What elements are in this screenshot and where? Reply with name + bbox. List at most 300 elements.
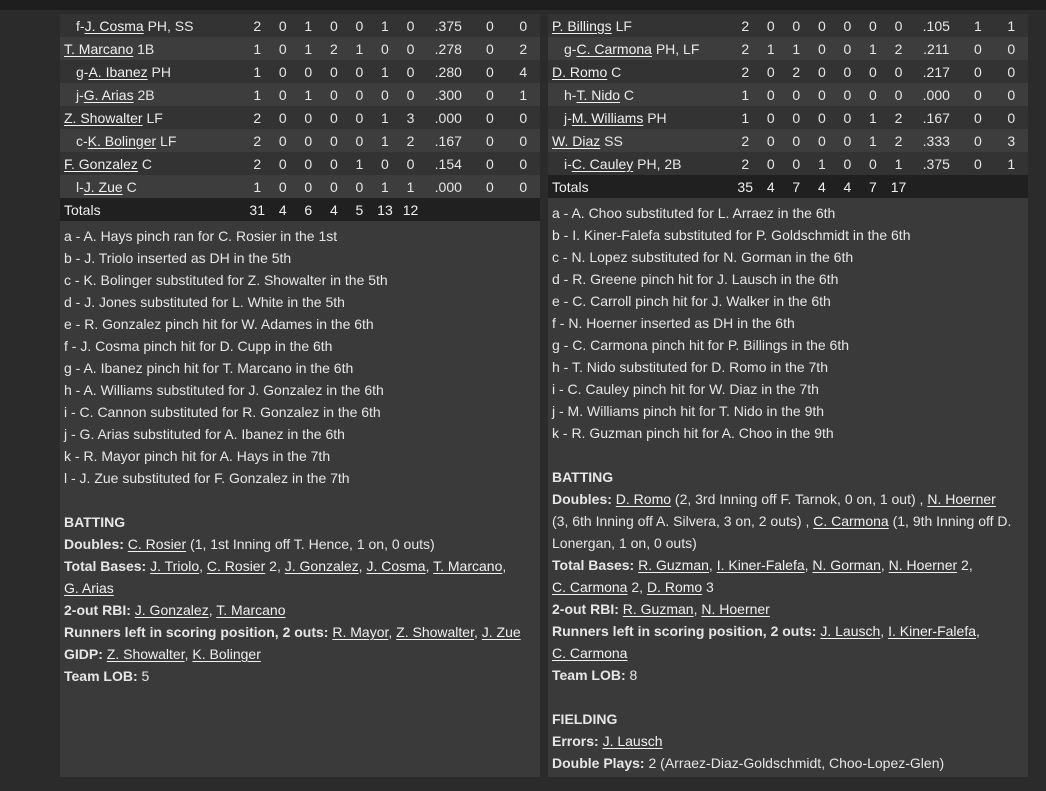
stat-cell: 0 (473, 60, 506, 83)
player-link[interactable]: C. Rosier (127, 536, 187, 552)
batting-title: BATTING (552, 469, 614, 485)
stat-cell: 1 (758, 37, 784, 60)
player-row (548, 37, 1028, 60)
player-link[interactable]: G. Arias (64, 580, 114, 596)
team-lob-line: Team LOB: 8 (552, 667, 638, 683)
stat-cell: 0 (961, 106, 994, 129)
stat-cell: 2 (732, 14, 758, 37)
player-cell (548, 152, 732, 175)
player-row (60, 60, 540, 83)
player-link[interactable]: R. Mayor (332, 624, 389, 640)
stat-cell: 0 (784, 83, 810, 106)
doubles-line: Doubles: D. Romo (2, 3rd Inning off F. Tarnok, 0 on, 1 out) , N. Hoerner (3, 6th Inning off A. Silvera, 3 on, 2 outs) , C. Carmona (1, 9th Inning off D. Lonergan, 1 on, 0 outs) (552, 491, 1012, 551)
sub-letter: g- (76, 63, 89, 80)
stat-cell: 1 (784, 37, 810, 60)
left-batting-table (60, 14, 540, 221)
player-cell (60, 60, 244, 83)
stat-cell: 35 (732, 175, 758, 198)
substitution-note: b - J. Triolo inserted as DH in the 5th (64, 250, 292, 266)
player-cell (548, 83, 732, 106)
stat-cell: 1 (809, 152, 835, 175)
stat-cell: 0 (860, 83, 886, 106)
risp-line: Runners left in scoring position, 2 outs: J. Lausch, I. Kiner-Falefa, C. Carmona (552, 623, 980, 661)
position: C (126, 178, 137, 195)
position: C (141, 155, 152, 172)
stat-cell: 0 (296, 60, 322, 83)
player-row (60, 175, 540, 198)
total-bases-line: Total Bases: J. Triolo, C. Rosier 2, J. Gonzalez, J. Cosma, T. Marcano, G. Arias (64, 558, 507, 596)
right-team-panel (548, 14, 1028, 777)
stat-cell: 0 (270, 83, 296, 106)
player-cell (548, 60, 732, 83)
position: PH, 2B (637, 155, 682, 172)
stat-cell: 1 (995, 152, 1028, 175)
stat-cell: 3 (995, 129, 1028, 152)
stat-cell: 0 (398, 152, 424, 175)
stat-cell: 0 (758, 83, 784, 106)
player-link[interactable]: C. Carmona (576, 40, 652, 57)
stat-cell: 0 (347, 175, 373, 198)
stat-cell: 7 (860, 175, 886, 198)
stat-cell: 1 (244, 83, 270, 106)
position: C (623, 86, 635, 103)
player-cell (548, 37, 732, 60)
batting-title: BATTING (64, 514, 126, 530)
stat-cell: 0 (784, 14, 810, 37)
substitution-note: a - A. Hays pinch ran for C. Rosier in the 1st (64, 228, 338, 244)
left-notes (60, 221, 540, 687)
stat-cell: 0 (398, 37, 424, 60)
totals-row (548, 175, 1028, 198)
stat-cell: 0 (473, 175, 506, 198)
player-row (60, 152, 540, 175)
stat-cell: 1 (296, 37, 322, 60)
stat-cell: 0 (995, 106, 1028, 129)
player-link[interactable]: N. Gorman (812, 557, 881, 573)
stat-cell: 2 (244, 129, 270, 152)
player-link[interactable]: J. Triolo (150, 558, 200, 574)
player-link[interactable]: J. Gonzalez (134, 602, 209, 618)
stat-cell: 0 (321, 14, 347, 37)
player-link[interactable]: I. Kiner-Falefa (888, 623, 977, 639)
stat-cell: 2 (732, 152, 758, 175)
stat-cell: 0 (347, 129, 373, 152)
empty-cell (507, 198, 540, 221)
player-link[interactable]: J. Lausch (602, 733, 663, 749)
player-link[interactable]: D. Romo (615, 491, 672, 507)
stat-cell: 17 (886, 175, 912, 198)
sub-letter: j- (76, 86, 84, 103)
stat-cell: 13 (372, 198, 398, 221)
stat-cell: 0 (270, 152, 296, 175)
stat-cell: 0 (296, 106, 322, 129)
player-row (548, 129, 1028, 152)
stat-cell: 2 (244, 14, 270, 37)
position: 1B (137, 40, 155, 57)
player-link[interactable]: G. Arias (83, 86, 134, 103)
stat-cell: 0 (995, 83, 1028, 106)
stat-cell: 4 (758, 175, 784, 198)
stat-cell: 4 (321, 198, 347, 221)
stat-cell: 0 (860, 60, 886, 83)
player-link[interactable]: C. Carmona (552, 579, 628, 595)
stat-cell: 0 (372, 152, 398, 175)
stat-cell: 0 (270, 60, 296, 83)
stat-cell: .167 (423, 129, 473, 152)
stat-cell: 2 (732, 37, 758, 60)
two-out-rbi-line: 2-out RBI: R. Guzman, N. Hoerner (552, 601, 770, 617)
stat-cell: 0 (473, 129, 506, 152)
player-link[interactable]: R. Guzman (638, 557, 709, 573)
player-link[interactable]: F. Gonzalez (64, 155, 138, 172)
player-row (60, 106, 540, 129)
player-cell (60, 106, 244, 129)
stat-cell: .217 (911, 60, 961, 83)
stat-cell: 0 (507, 14, 540, 37)
stat-cell: 0 (758, 129, 784, 152)
position: LF (146, 109, 163, 126)
stat-cell: 2 (732, 60, 758, 83)
player-link[interactable]: J. Lausch (820, 623, 881, 639)
stat-cell: 1 (347, 152, 373, 175)
player-link[interactable]: P. Billings (552, 17, 612, 34)
stat-cell: 0 (372, 83, 398, 106)
stat-cell: 0 (270, 14, 296, 37)
empty-cell (911, 175, 961, 198)
stat-cell: 1 (244, 37, 270, 60)
player-link[interactable]: C. Carmona (552, 645, 628, 661)
stat-cell: 0 (321, 152, 347, 175)
stat-cell: 0 (296, 152, 322, 175)
stat-cell: 0 (886, 14, 912, 37)
substitution-note: g - A. Ibanez pinch hit for T. Marcano in the 6th (64, 360, 354, 376)
substitution-note: j - M. Williams pinch hit for T. Nido in the 9th (552, 403, 825, 419)
player-link[interactable]: J. Cosma (366, 558, 426, 574)
substitution-note: j - G. Arias substituted for A. Ibanez in the 6th (64, 426, 345, 442)
empty-cell (423, 198, 473, 221)
stat-cell: 1 (347, 37, 373, 60)
player-link[interactable]: J. Cosma (84, 17, 144, 34)
player-link[interactable]: M. Williams (571, 109, 644, 126)
player-link[interactable]: C. Rosier (206, 558, 266, 574)
totals-row (60, 198, 540, 221)
stat-cell: 0 (809, 60, 835, 83)
stat-cell: 1 (296, 83, 322, 106)
stat-cell: 0 (835, 83, 861, 106)
substitution-note: e - C. Carroll pinch hit for J. Walker in the 6th (552, 293, 831, 309)
stat-cell: 0 (321, 60, 347, 83)
stat-cell: 0 (473, 37, 506, 60)
stat-cell: 4 (809, 175, 835, 198)
player-link[interactable]: D. Romo (552, 63, 608, 80)
stat-cell: 0 (809, 83, 835, 106)
player-cell (548, 14, 732, 37)
two-out-rbi-line: 2-out RBI: J. Gonzalez, T. Marcano (64, 602, 286, 618)
player-row (60, 37, 540, 60)
stat-cell: 2 (507, 37, 540, 60)
player-cell (548, 129, 732, 152)
stat-cell: 0 (784, 129, 810, 152)
stat-cell: 0 (809, 106, 835, 129)
sub-letter: f- (76, 17, 85, 34)
stat-cell: 0 (809, 129, 835, 152)
stat-cell: 4 (507, 60, 540, 83)
stat-cell: 0 (321, 83, 347, 106)
player-link[interactable]: K. Bolinger (192, 646, 261, 662)
stat-cell: 1 (995, 14, 1028, 37)
substitution-note: f - N. Hoerner inserted as DH in the 6th (552, 315, 795, 331)
stat-cell: 0 (347, 106, 373, 129)
risp-line: Runners left in scoring position, 2 outs: R. Mayor, Z. Showalter, J. Zue (64, 624, 521, 640)
stat-cell: 2 (886, 106, 912, 129)
sub-letter: c- (76, 132, 88, 149)
stat-cell: 0 (507, 129, 540, 152)
stat-cell: 0 (784, 106, 810, 129)
totals-label: Totals (60, 198, 244, 221)
stat-cell: 2 (732, 129, 758, 152)
doubles-line: Doubles: C. Rosier (1, 1st Inning off T. Hence, 1 on, 0 outs) (64, 536, 435, 552)
gidp-line: GIDP: Z. Showalter, K. Bolinger (64, 646, 261, 662)
stat-cell: 0 (473, 152, 506, 175)
substitution-note: h - A. Williams substituted for J. Gonzalez in the 6th (64, 382, 384, 398)
player-link[interactable]: N. Hoerner (701, 601, 770, 617)
player-link[interactable]: Z. Showalter (106, 646, 185, 662)
player-row (60, 83, 540, 106)
position: C (611, 63, 622, 80)
stat-cell: 0 (507, 175, 540, 198)
stat-cell: 1 (372, 106, 398, 129)
stat-cell: 0 (270, 175, 296, 198)
stat-cell: 1 (398, 175, 424, 198)
position: PH (151, 63, 171, 80)
substitution-note: e - R. Gonzalez pinch hit for W. Adames in the 6th (64, 316, 374, 332)
player-link[interactable]: J. Zue (481, 624, 521, 640)
stat-cell: 0 (961, 129, 994, 152)
stat-cell: 0 (835, 152, 861, 175)
stat-cell: .278 (423, 37, 473, 60)
stat-cell: 0 (886, 60, 912, 83)
stat-cell: 2 (244, 106, 270, 129)
player-row (60, 14, 540, 37)
player-link[interactable]: R. Guzman (622, 601, 694, 617)
stat-cell: 2 (784, 60, 810, 83)
player-cell (60, 83, 244, 106)
substitution-note: c - N. Lopez substituted for N. Gorman in the 6th (552, 249, 854, 265)
stat-cell: .280 (423, 60, 473, 83)
double-plays-line: Double Plays: 2 (Arraez-Diaz-Goldschmidt, Choo-Lopez-Glen) (552, 755, 945, 771)
fielding-title: FIELDING (552, 711, 618, 727)
stat-cell: .375 (423, 14, 473, 37)
stat-cell: 1 (860, 37, 886, 60)
stat-cell: 0 (809, 14, 835, 37)
stat-cell: 0 (758, 106, 784, 129)
top-bar (0, 0, 1046, 10)
player-link[interactable]: J. Zue (83, 178, 123, 195)
player-link[interactable]: T. Nido (576, 86, 621, 103)
stat-cell: .154 (423, 152, 473, 175)
stat-cell: 1 (886, 152, 912, 175)
empty-cell (473, 198, 506, 221)
stat-cell: 0 (961, 37, 994, 60)
player-link[interactable]: J. Gonzalez (284, 558, 359, 574)
stat-cell: 0 (372, 37, 398, 60)
player-link[interactable]: I. Kiner-Falefa (716, 557, 805, 573)
stat-cell: 0 (835, 37, 861, 60)
position: PH (647, 109, 667, 126)
substitution-note: h - T. Nido substituted for D. Romo in the 7th (552, 359, 828, 375)
player-row (548, 106, 1028, 129)
sub-letter: j- (564, 109, 572, 126)
player-row (548, 14, 1028, 37)
empty-cell (961, 175, 994, 198)
position: LF (160, 132, 177, 149)
stat-cell: 0 (758, 60, 784, 83)
player-link[interactable]: K. Bolinger (87, 132, 157, 149)
stat-cell: 1 (372, 129, 398, 152)
stat-cell: 0 (296, 129, 322, 152)
substitution-note: g - C. Carmona pinch hit for P. Billings in the 6th (552, 337, 850, 353)
position: 2B (137, 86, 155, 103)
stat-cell: 2 (398, 129, 424, 152)
stat-cell: .167 (911, 106, 961, 129)
total-bases-line: Total Bases: R. Guzman, I. Kiner-Falefa, N. Gorman, N. Hoerner 2, C. Carmona 2, D. Romo 3 (552, 557, 973, 595)
stat-cell: 4 (270, 198, 296, 221)
stat-cell: 1 (372, 175, 398, 198)
stat-cell: .211 (911, 37, 961, 60)
stat-cell: 1 (961, 14, 994, 37)
stat-cell: 0 (321, 129, 347, 152)
stat-cell: 2 (886, 37, 912, 60)
stat-cell: 0 (347, 83, 373, 106)
stat-cell: 0 (321, 106, 347, 129)
stat-cell: 1 (372, 60, 398, 83)
stat-cell: 0 (835, 14, 861, 37)
stat-cell: 0 (835, 129, 861, 152)
player-link[interactable]: N. Hoerner (927, 491, 996, 507)
stat-cell: 0 (473, 14, 506, 37)
stat-cell: .000 (911, 83, 961, 106)
player-link[interactable]: C. Carmona (813, 513, 889, 529)
stat-cell: 0 (398, 14, 424, 37)
player-link[interactable]: Z. Showalter (396, 624, 474, 640)
stat-cell: 0 (296, 175, 322, 198)
substitution-note: d - J. Jones substituted for L. White in the 5th (64, 294, 345, 310)
stat-cell: 1 (244, 60, 270, 83)
player-link[interactable]: Z. Showalter (64, 109, 143, 126)
stat-cell: 0 (758, 14, 784, 37)
player-link[interactable]: T. Marcano (64, 40, 134, 57)
player-cell (60, 14, 244, 37)
sub-letter: i- (564, 155, 572, 172)
substitution-note: i - C. Cauley pinch hit for W. Diaz in the 7th (552, 381, 819, 397)
player-link[interactable]: W. Diaz (552, 132, 601, 149)
stat-cell: .000 (423, 106, 473, 129)
stat-cell: 0 (886, 83, 912, 106)
substitution-note: a - A. Choo substituted for L. Arraez in the 6th (552, 205, 836, 221)
stat-cell: 31 (244, 198, 270, 221)
substitution-note: k - R. Guzman pinch hit for A. Choo in the 9th (552, 425, 834, 441)
empty-cell (995, 175, 1028, 198)
right-batting-table (548, 14, 1028, 198)
player-row (548, 60, 1028, 83)
stat-cell: 4 (835, 175, 861, 198)
substitution-note: b - I. Kiner-Falefa substituted for P. Goldschmidt in the 6th (552, 227, 911, 243)
stat-cell: 0 (961, 152, 994, 175)
stat-cell: 2 (244, 152, 270, 175)
substitution-note: c - K. Bolinger substituted for Z. Showalter in the 5th (64, 272, 388, 288)
stat-cell: 0 (860, 14, 886, 37)
stat-cell: .333 (911, 129, 961, 152)
stat-cell: 0 (507, 106, 540, 129)
substitution-note: f - J. Cosma pinch hit for D. Cupp in the 6th (64, 338, 333, 354)
player-cell (60, 152, 244, 175)
stat-cell: 5 (347, 198, 373, 221)
stat-cell: 0 (270, 129, 296, 152)
stat-cell: 0 (995, 37, 1028, 60)
stat-cell: 0 (347, 14, 373, 37)
right-notes (548, 198, 1028, 774)
substitution-note: i - C. Cannon substituted for R. Gonzalez in the 6th (64, 404, 381, 420)
stat-cell: 7 (784, 175, 810, 198)
stat-cell: 0 (860, 152, 886, 175)
left-team-panel (60, 14, 540, 777)
sub-letter: h- (564, 86, 577, 103)
player-cell (60, 37, 244, 60)
player-row (60, 129, 540, 152)
substitution-note: l - J. Zue substituted for F. Gonzalez in the 7th (64, 470, 350, 486)
player-cell (60, 129, 244, 152)
stat-cell: 0 (321, 175, 347, 198)
stat-cell: .105 (911, 14, 961, 37)
stat-cell: 0 (507, 152, 540, 175)
stat-cell: 0 (270, 106, 296, 129)
stat-cell: 0 (809, 37, 835, 60)
stat-cell: 0 (398, 83, 424, 106)
team-lob-line: Team LOB: 5 (64, 668, 150, 684)
stat-cell: 0 (995, 60, 1028, 83)
stat-cell: 2 (321, 37, 347, 60)
stat-cell: 12 (398, 198, 424, 221)
stat-cell: 0 (473, 106, 506, 129)
stat-cell: 1 (372, 14, 398, 37)
stat-cell: 0 (758, 152, 784, 175)
stat-cell: 0 (270, 37, 296, 60)
stat-cell: 3 (398, 106, 424, 129)
stat-cell: 1 (732, 83, 758, 106)
stat-cell: 1 (860, 106, 886, 129)
player-cell (548, 106, 732, 129)
player-cell (60, 175, 244, 198)
stat-cell: 1 (507, 83, 540, 106)
substitution-note: k - R. Mayor pinch hit for A. Hays in the 7th (64, 448, 331, 464)
errors-line: Errors: J. Lausch (552, 733, 663, 749)
player-link[interactable]: N. Hoerner (888, 557, 958, 573)
stat-cell: 0 (835, 60, 861, 83)
position: PH, LF (655, 40, 700, 57)
player-link[interactable]: C. Cauley (571, 155, 634, 172)
substitution-note: d - R. Greene pinch hit for J. Lausch in the 6th (552, 271, 839, 287)
stat-cell: 1 (860, 129, 886, 152)
player-link[interactable]: T. Marcano (433, 558, 503, 574)
player-link[interactable]: T. Marcano (216, 602, 286, 618)
player-row (548, 83, 1028, 106)
stat-cell: 6 (296, 198, 322, 221)
stat-cell: 0 (398, 60, 424, 83)
player-link[interactable]: D. Romo (646, 579, 703, 595)
stat-cell: .000 (423, 175, 473, 198)
player-link[interactable]: A. Ibanez (88, 63, 148, 80)
player-row (548, 152, 1028, 175)
